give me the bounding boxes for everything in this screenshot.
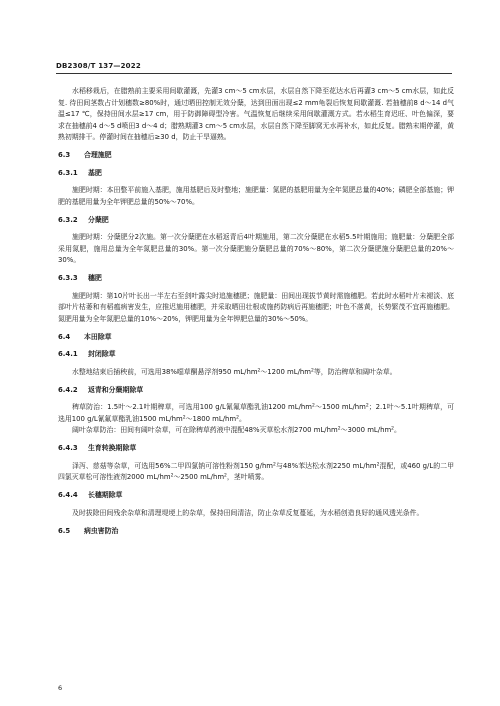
standard-code: DB2308/T 137—2022 xyxy=(56,62,141,70)
heading-title: 穗肥 xyxy=(88,274,102,283)
subsection-heading xyxy=(58,215,454,226)
heading-number: 6.4 xyxy=(58,332,71,341)
paragraph: 施肥时期：第10片叶长出一半左右至剑叶露尖时追施穗肥；施肥量：田间出现拔节黄时需施穗肥。若此时水稻叶片未褪淡、底部叶片枯萎和有稻瘟病害发生，应推迟施用穗肥，并采取晒田壮根或施药防病后再施穗肥；叶色不落黄，长势繁茂不宜再施穗肥。氮肥用量为全年氮肥总量的10%～20%，钾肥用量为全年钾肥总量的30%～50%。 xyxy=(58,291,454,323)
paragraph: 施肥时期：本田整平前施入基肥，施用基肥后及时整地；施肥量：氮肥的基肥用量为全年氮肥总量的40%；磷肥全部基施；钾肥的基肥用量为全年钾肥总量的50%～70%。 xyxy=(58,186,454,206)
heading-number: 6.3.1 xyxy=(58,168,78,177)
heading-title: 返青和分蘖期除草 xyxy=(88,385,144,394)
section-heading xyxy=(58,526,454,537)
heading-number: 6.3.3 xyxy=(58,274,78,283)
heading-number: 6.3 xyxy=(58,151,71,160)
heading-number: 6.4.3 xyxy=(58,444,78,453)
page-content xyxy=(58,86,454,543)
header-rule xyxy=(56,73,452,74)
subsection-heading xyxy=(58,490,454,501)
heading-title: 生育转换期除草 xyxy=(88,444,137,453)
paragraph: 水稻移栽后，在腊熟前主要采用间歇灌溉，先灌3 cm～5 cm水层，水层自然下降至花达水后再灌3 cm～5 cm水层，如此反复. 待田间茎数占计划穗数≥80%时，通过晒田控制无效分蘖，达到田面出现≤2 mm龟裂后恢复间歇灌溉. 若抽穗前8 d～14 d气温≤17 ℃，保持田间水层≥17 cm，用于防御障碍型冷害。气温恢复后继续采用间歇灌溉方式。若水稻生育迟旺、叶色偏深，要求在抽穗前4 d～5 d喷田3 d～4 d；腊熟期灌3 cm～5 cm水层，水层自然下降至脚窝无水再补水，如此反复。腊熟末期停灌，黄熟初期排干。停灌时间在抽穗后≥30 d，防止干旱逼熟。 xyxy=(58,87,454,142)
heading-number: 6.3.2 xyxy=(58,215,78,224)
paragraph: 施肥时期：分蘖肥分2次施。第一次分蘖肥在水稻返青后4叶期施用，第二次分蘖肥在水稻5.5叶期施用；施肥量：分蘖肥全部采用氮肥，施用总量为全年氮肥总量的30%。第一次分蘖肥施分蘖肥总量的70%～80%，第二次分蘖肥施分蘖肥总量的20%～30%。 xyxy=(58,233,454,265)
heading-number: 6.4.1 xyxy=(58,350,78,359)
heading-title: 分蘖肥 xyxy=(88,215,109,224)
heading-number: 6.4.4 xyxy=(58,491,78,500)
heading-number: 6.4.2 xyxy=(58,385,78,394)
subsection-heading xyxy=(58,349,454,360)
heading-title: 基肥 xyxy=(88,168,102,177)
paragraph: 及时拔除田间残余杂草和清理堤埂上的杂草，保持田间清洁，防止杂草反复蔓延，为水稻创造良好的通风透光条件。 xyxy=(72,508,424,517)
section-heading xyxy=(58,150,454,161)
heading-number: 6.5 xyxy=(58,526,71,535)
heading-title: 病虫害防治 xyxy=(84,526,119,535)
subsection-heading xyxy=(58,273,454,284)
paragraph: 阔叶杂草防治：田间有阔叶杂草，可在除稗草药液中混配48%灭草松水剂2700 $mL/hm^2\sim 3000$ $mL/hm^2$。 xyxy=(72,426,401,435)
paragraph: 稗草防治：1.5叶～2.1叶期稗草，可选用100 g/L氰氟草酯乳油1200 $mL/hm^2\sim 1500$ $mL/hm^2$；2.1叶～5.1叶期稗草，可选用100 g/L氰氟草酯乳油1500 $mL/hm^2\sim 1800$ $mL/hm^2$。 xyxy=(58,403,454,423)
paragraph: 泽泻、慈菇等杂草，可选用56%二甲四氯钠可溶性粉剂150 $g/hm^2$与48%苯达松水剂2250 $mL/hm^2$混配，或460 g/L的二甲四氯灭草松可溶性液剂2000 $mL/hm^2\sim 2500$ $mL/hm^2$，茎叶喷雾。 xyxy=(58,461,454,482)
section-heading xyxy=(58,332,454,343)
page-number: 6 xyxy=(58,684,63,692)
subsection-heading xyxy=(58,443,454,454)
paragraph: 水整地结束后插秧前，可选用38%噁草酮悬浮剂950 $mL/hm^2\sim 1200$ $mL/hm^2$等，防治稗草和阔叶杂草。 xyxy=(72,367,397,376)
heading-title: 长穗期除草 xyxy=(88,491,123,500)
subsection-heading xyxy=(58,385,454,396)
heading-title: 本田除草 xyxy=(84,332,112,341)
heading-title: 合理施肥 xyxy=(84,151,112,160)
subsection-heading xyxy=(58,168,454,179)
heading-title: 封闭除草 xyxy=(88,350,116,359)
